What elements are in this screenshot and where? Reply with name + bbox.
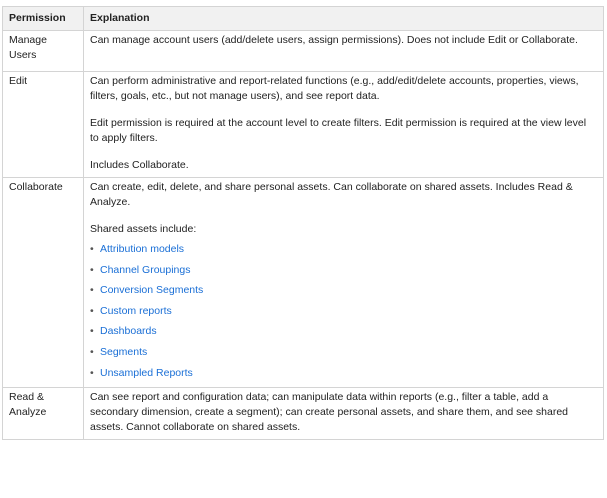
bullet-icon: • — [90, 243, 94, 255]
explanation-read-analyze — [84, 388, 604, 440]
header-explanation: Explanation — [84, 7, 604, 31]
table-row-read-analyze — [3, 388, 604, 440]
list-item — [90, 301, 597, 322]
explanation-paragraph-1: Can perform administrative and report-related functions (e.g., add/edit/delete accounts, properties, views, filters, goals, etc., but not manage users), and see report data. — [90, 75, 579, 102]
explanation-paragraph-1: Can create, edit, delete, and share personal assets. Can collaborate on shared assets. Includes Read & Analyze. — [90, 181, 573, 208]
link-attribution-models[interactable]: Attribution models — [100, 243, 185, 255]
link-channel-groupings[interactable]: Channel Groupings — [100, 263, 191, 276]
list-item — [90, 363, 597, 384]
link-unsampled-reports[interactable]: Unsampled Reports — [100, 366, 193, 379]
explanation-collaborate — [84, 178, 604, 388]
bullet-icon: • — [90, 284, 94, 297]
bullet-icon: • — [90, 325, 94, 338]
bullet-icon: • — [90, 366, 94, 379]
link-custom-reports[interactable]: Custom reports — [100, 304, 172, 317]
explanation-paragraph-3: Includes Collaborate. — [90, 159, 189, 171]
link-conversion-segments[interactable]: Conversion Segments — [100, 284, 204, 297]
permission-manage-users: Manage Users — [3, 31, 84, 72]
permissions-table-container — [0, 6, 605, 496]
explanation-text: Can see report and configuration data; can manipulate data within reports (e.g., filter a table, add a secondary dimension, create a segment); can create personal assets, and share them, and see shared assets. Cannot collaborate on shared assets. — [90, 391, 569, 434]
table-header-row — [3, 7, 604, 31]
list-item — [90, 260, 597, 281]
table-row-collaborate — [3, 178, 604, 388]
explanation-manage-users — [84, 31, 604, 72]
permission-collaborate: Collaborate — [3, 178, 84, 388]
explanation-edit — [84, 72, 604, 178]
list-item — [90, 321, 597, 342]
permissions-table — [2, 6, 604, 440]
shared-assets-list — [90, 239, 597, 383]
table-row-manage-users — [3, 31, 604, 72]
explanation-paragraph-2: Edit permission is required at the account level to create filters. Edit permission is required at the view level to apply filters. — [90, 117, 587, 144]
explanation-text: Can manage account users (add/delete users, assign permissions). Does not include Edit or Collaborate. — [90, 34, 578, 46]
header-permission: Permission — [3, 7, 84, 31]
list-item — [90, 342, 597, 363]
link-segments[interactable]: Segments — [100, 345, 148, 358]
bullet-icon: • — [90, 345, 94, 358]
permission-read-analyze: Read & Analyze — [3, 388, 84, 440]
table-row-edit — [3, 72, 604, 178]
shared-assets-intro: Shared assets include: — [90, 223, 197, 235]
permission-edit: Edit — [3, 72, 84, 178]
list-item — [90, 280, 597, 301]
list-item — [90, 239, 597, 260]
link-dashboards[interactable]: Dashboards — [100, 325, 157, 338]
bullet-icon: • — [90, 263, 94, 276]
bullet-icon: • — [90, 304, 94, 317]
